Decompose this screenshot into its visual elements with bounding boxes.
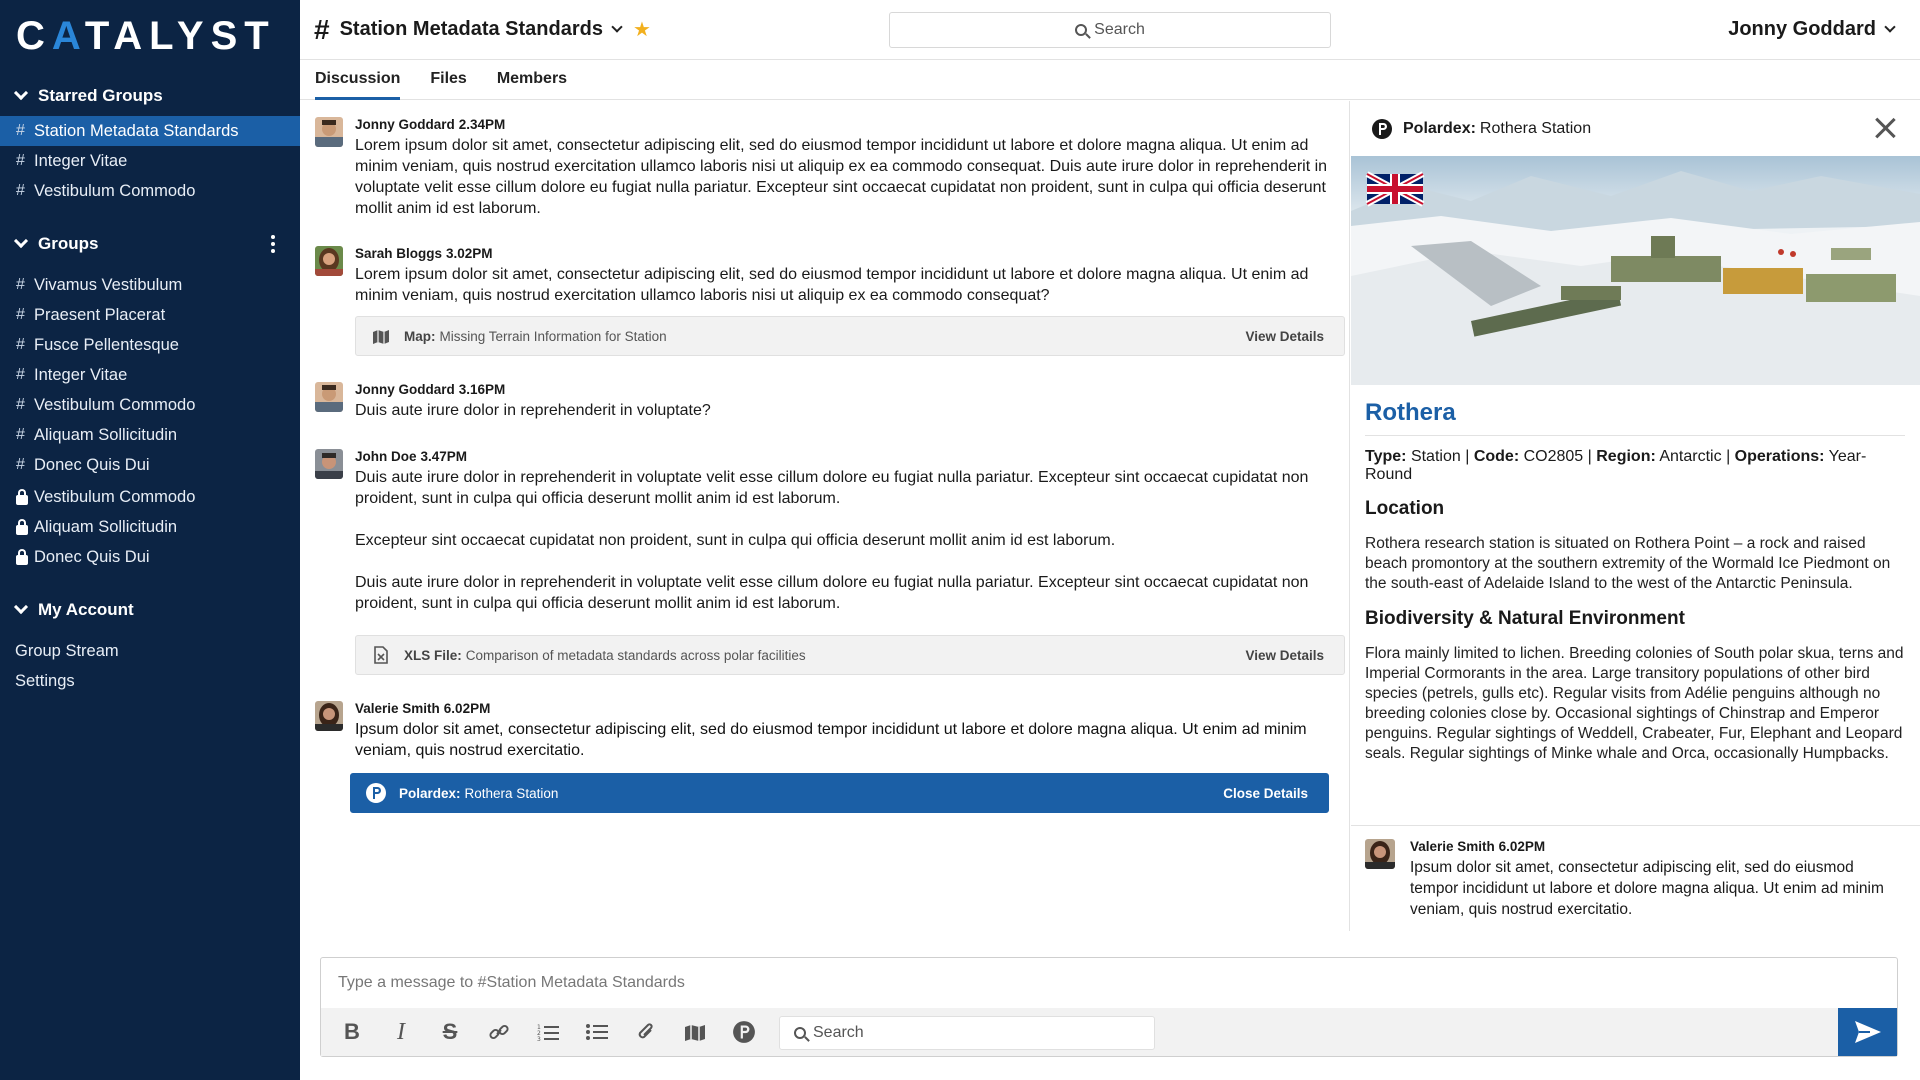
message-text: Excepteur sint occaecat cupidatat non proident, sunt in culpa qui officia deserunt mollit anim id est laborum. (355, 532, 1116, 549)
lock-icon (16, 520, 34, 535)
message-text: Duis aute irure dolor in reprehenderit in voluptate velit esse cillum dolore eu fugiat nulla pariatur. Excepteur sint occaecat cupidatat non proident, sunt in culpa qui officia deserunt mollit anim id est laborum. (355, 469, 1309, 507)
search-icon (1075, 24, 1087, 36)
starred-groups-heading[interactable]: Starred Groups (0, 80, 300, 112)
sidebar-item-station-metadata-standards[interactable]: # Station Metadata Standards (0, 116, 300, 146)
message-time: 3.16PM (458, 382, 506, 397)
station-facts: Type: Station | Code: CO2805 | Region: Antarctic | Operations: Year-Round (1365, 448, 1867, 483)
message-author[interactable]: Valerie Smith (1410, 839, 1495, 854)
message-text: Duis aute irure dolor in reprehenderit in voluptate? (355, 402, 711, 419)
send-button[interactable] (1838, 1008, 1897, 1056)
hash-icon: # (314, 13, 330, 45)
hash-icon: # (16, 396, 25, 413)
message-item (315, 701, 1345, 813)
lock-icon (16, 490, 34, 505)
message-author[interactable]: Jonny Goddard (355, 117, 455, 132)
user-name: Jonny Goddard (1728, 18, 1876, 40)
message-author[interactable]: Sarah Bloggs (355, 246, 443, 261)
message-time: 2.34PM (458, 117, 506, 132)
message-item (315, 117, 1345, 219)
map-icon[interactable] (678, 1015, 712, 1049)
detail-title: Rothera Station (1479, 119, 1592, 137)
message-time: 3.47PM (420, 449, 468, 464)
attachment-card-xls[interactable]: XLS File: Comparison of metadata standards across polar facilities View Details (355, 635, 1345, 675)
strikethrough-icon[interactable]: S (442, 1019, 458, 1044)
groups-heading[interactable]: Groups (0, 228, 300, 260)
chevron-down-icon (1884, 21, 1895, 32)
attachment-title: Comparison of metadata standards across polar facilities (465, 647, 806, 663)
message-item (1365, 839, 1905, 920)
sidebar-item-group[interactable]: # Vestibulum Commodo (16, 395, 196, 414)
sidebar-item-private-group[interactable]: Aliquam Sollicitudin (0, 512, 300, 542)
sidebar-item-private-group[interactable]: Vestibulum Commodo (0, 482, 300, 512)
message-time: 6.02PM (443, 701, 491, 716)
svg-text:2: 2 (537, 1030, 541, 1037)
biodiversity-text: Flora mainly limited to lichen. Breeding colonies of South polar skua, terns and Imperial Cormorants in the area. Large transitory populations of other bird species (petrels, gulls etc). Regular visits from Adélie penguins although no breeding colonies close by. Occasional sightings of Chinstrap and Emperor penguins. Regular sightings of Weddell, Crabeater, Fur, Elephant and Leopard seals. Regular sightings of Minke whale and Orca, occasionally Humpbacks. (1365, 645, 1904, 762)
attachment-icon[interactable] (629, 1015, 663, 1049)
divider (1351, 825, 1920, 826)
composer-search-input[interactable]: Search (779, 1016, 1155, 1050)
avatar[interactable] (315, 382, 343, 412)
search-input[interactable]: Search (889, 12, 1331, 48)
page-title: Station Metadata Standards (339, 18, 603, 40)
sidebar-item-group[interactable]: # Vivamus Vestibulum (16, 275, 183, 294)
search-icon (794, 1027, 806, 1039)
message-list (300, 101, 1350, 931)
message-item (315, 449, 1345, 675)
biodiversity-heading: Biodiversity & Natural Environment (1365, 608, 1685, 629)
hash-icon: # (16, 456, 25, 473)
channel-title-button[interactable] (300, 14, 651, 46)
catalyst-logo[interactable]: CATALYST (16, 13, 276, 58)
svg-text:1: 1 (537, 1024, 541, 1031)
message-time: 3.02PM (446, 246, 493, 261)
star-icon[interactable]: ★ (632, 19, 651, 41)
message-text: Ipsum dolor sit amet, consectetur adipiscing elit, sed do eiusmod tempor incididunt ut labore et dolore magna aliqua. Ut enim ad minim veniam, quis nostrud exercitatio. (1410, 859, 1884, 918)
attachment-card-polardex[interactable]: Polardex: Rothera Station Close Details (350, 773, 1329, 813)
avatar[interactable] (1365, 839, 1395, 869)
sidebar-item-group[interactable]: # Praesent Placerat (16, 305, 166, 324)
message-item (315, 246, 1345, 356)
sidebar-item-integer-vitae[interactable]: # Integer Vitae (16, 151, 128, 170)
hash-icon: # (16, 306, 25, 323)
station-name: Rothera (1365, 399, 1905, 436)
bullet-list-icon[interactable] (580, 1015, 614, 1049)
hash-icon: # (16, 182, 25, 199)
map-icon (370, 328, 392, 344)
message-text: Duis aute irure dolor in reprehenderit in voluptate velit esse cillum dolore eu fugiat nulla pariatur. Excepteur sint occaecat cupidatat non proident, sunt in culpa qui officia deserunt mollit anim id est laborum. (355, 574, 1309, 612)
detail-panel (1351, 101, 1920, 931)
tab-files[interactable]: Files (430, 70, 467, 87)
avatar[interactable] (315, 701, 343, 731)
svg-text:3: 3 (537, 1036, 541, 1041)
chevron-down-icon[interactable] (611, 21, 622, 32)
polardex-icon (365, 782, 387, 804)
message-author[interactable]: Valerie Smith (355, 701, 440, 716)
sidebar-item-group-stream[interactable]: Group Stream (15, 642, 119, 660)
hash-icon: # (16, 336, 25, 353)
close-icon[interactable] (1874, 117, 1896, 139)
view-details-button[interactable]: View Details (1245, 647, 1324, 663)
attachment-title: Rothera Station (464, 785, 559, 801)
station-details (1365, 399, 1905, 764)
avatar[interactable] (315, 449, 343, 479)
message-text: Ipsum dolor sit amet, consectetur adipiscing elit, sed do eiusmod tempor incididunt ut labore et dolore magna aliqua. Ut enim ad minim veniam, quis nostrud exercitatio. (355, 721, 1307, 759)
bold-icon[interactable]: B (344, 1019, 360, 1044)
avatar[interactable] (315, 117, 343, 147)
send-icon (1854, 1020, 1882, 1044)
starred-groups-section (0, 80, 300, 206)
chevron-down-icon (14, 86, 28, 100)
formatting-toolbar (321, 1008, 1897, 1056)
my-account-heading[interactable]: My Account (0, 594, 300, 626)
sidebar (0, 0, 300, 1080)
message-time: 6.02PM (1498, 839, 1546, 854)
message-text: Lorem ipsum dolor sit amet, consectetur adipiscing elit, sed do eiusmod tempor incididunt ut labore et dolore magna aliqua. Ut enim ad minim veniam, quis nostrud exercitation ullamco laboris nisi ut aliquip ex ea commodo consequat. Duis aute irure dolor in reprehenderit in voluptate velit esse cillum dolore eu fugiat nulla pariatur. Excepteur sint occaecat cupidatat non proident, sunt in culpa qui officia deserunt mollit anim id est laborum. (355, 137, 1328, 217)
italic-icon[interactable]: I (397, 1018, 405, 1045)
user-menu[interactable] (1728, 18, 1894, 41)
chevron-down-icon (14, 600, 28, 614)
polardex-icon (1371, 118, 1393, 140)
chevron-down-icon (14, 234, 28, 248)
file-icon (370, 646, 392, 664)
sidebar-item-private-group[interactable]: Donec Quis Dui (0, 542, 300, 572)
message-input[interactable] (321, 958, 1897, 1008)
message-author[interactable]: John Doe (355, 449, 417, 464)
sidebar-item-settings[interactable]: Settings (15, 672, 75, 690)
message-author[interactable]: Jonny Goddard (355, 382, 455, 397)
my-account-section (0, 594, 300, 696)
attachment-card-map[interactable]: Map: Missing Terrain Information for Station View Details (355, 316, 1345, 356)
header (300, 0, 1920, 60)
hash-icon: # (16, 152, 25, 169)
sidebar-item-group[interactable]: # Donec Quis Dui (16, 455, 150, 474)
sidebar-item-group[interactable]: # Integer Vitae (16, 365, 128, 384)
lock-icon (16, 550, 34, 565)
detail-header: Polardex: Rothera Station (1351, 101, 1920, 156)
hash-icon: # (16, 366, 25, 383)
more-options-icon[interactable] (268, 235, 278, 253)
hash-icon: # (16, 276, 25, 293)
message-composer (320, 957, 1898, 1057)
groups-section (0, 228, 300, 572)
sidebar-item-group[interactable]: # Aliquam Sollicitudin (16, 425, 178, 444)
sidebar-item-vestibulum-commodo[interactable]: # Vestibulum Commodo (16, 181, 196, 200)
tab-discussion[interactable]: Discussion (315, 60, 400, 100)
polardex-icon[interactable] (727, 1015, 761, 1049)
avatar[interactable] (315, 246, 343, 276)
tab-bar (300, 60, 1920, 100)
station-photo (1351, 156, 1920, 385)
hash-icon: # (16, 426, 25, 443)
numbered-list-icon[interactable] (531, 1015, 565, 1049)
attachment-title: Missing Terrain Information for Station (439, 328, 667, 344)
tab-members[interactable]: Members (496, 70, 568, 87)
view-details-button[interactable]: View Details (1245, 328, 1324, 344)
location-heading: Location (1365, 498, 1445, 519)
message-item (315, 382, 1345, 421)
hash-icon: # (16, 122, 25, 139)
sidebar-item-group[interactable]: # Fusce Pellentesque (16, 335, 179, 354)
link-icon[interactable] (482, 1015, 516, 1049)
message-text: Lorem ipsum dolor sit amet, consectetur adipiscing elit, sed do eiusmod tempor incididunt ut labore et dolore magna aliqua. Ut enim ad minim veniam, quis nostrud exercitation ullamco laboris nisi ut aliquip ex ea commodo consequat? (355, 266, 1309, 304)
location-text: Rothera research station is situated on Rothera Point – a rock and raised beach promontory at the southern extremity of the Wormald Ice Piedmont on the south-east of Adelaide Island to the west of the Antarctic Peninsula. (1365, 535, 1891, 592)
close-details-button[interactable]: Close Details (1223, 785, 1308, 801)
